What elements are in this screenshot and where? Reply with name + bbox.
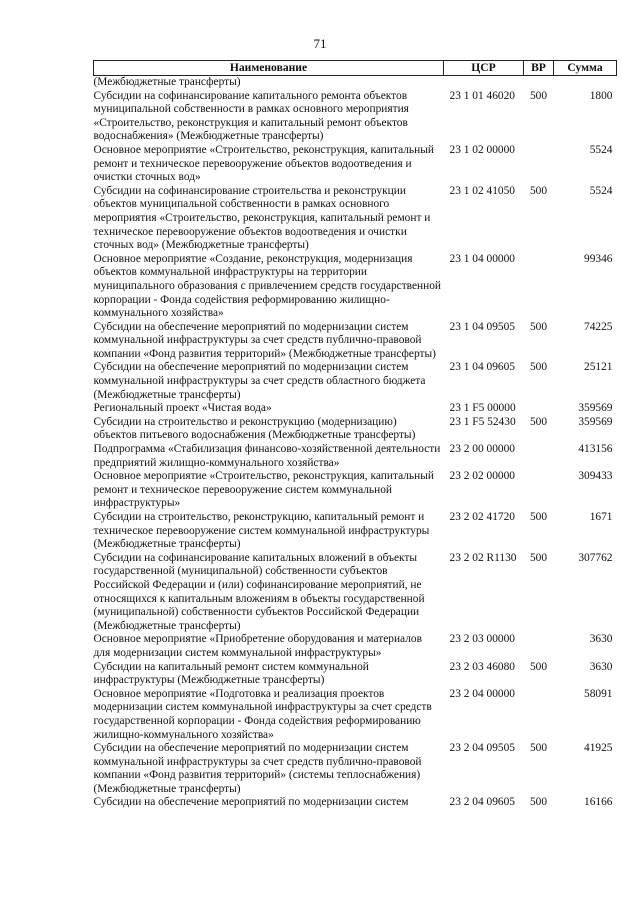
cell-vr: 500 bbox=[529, 511, 548, 523]
table-row bbox=[94, 361, 617, 402]
cell-sum: 1671 bbox=[589, 511, 613, 523]
cell-sum: 99346 bbox=[584, 252, 613, 265]
cell-csr: 23 1 02 00000 bbox=[449, 143, 515, 156]
cell-name: Субсидии на софинансирование строительства и реконструкции объектов муниципальной собственности в рамках основного мероприятия «Строительство, реконструкция, капитальный ремонт и техническое перевооружение объектов водоотведения и очистки сточных вод» (Межбюджетные трансферты) bbox=[93, 184, 431, 252]
cell-name: Субсидии на софинансирование капитального ремонта объектов муниципальной собственности в рамках основного мероприятия «Строительство, реконструкция и капитальный ремонт объектов водоснабжения» (Межбюджетные трансферты) bbox=[93, 89, 409, 143]
cell-sum: 359569 bbox=[578, 415, 613, 428]
cell-csr: 23 2 04 00000 bbox=[449, 687, 515, 700]
table-row bbox=[94, 90, 617, 144]
cell-csr: 23 1 04 09605 bbox=[449, 361, 515, 374]
table-row bbox=[94, 511, 617, 552]
cell-csr: 23 1 F5 00000 bbox=[449, 402, 516, 415]
table-row bbox=[94, 185, 617, 253]
cell-name: Субсидии на строительство и реконструкцию (модернизацию) объектов питьевого водоснабжения (Межбюджетные трансферты) bbox=[93, 415, 416, 442]
cell-vr: 500 bbox=[529, 415, 548, 428]
cell-name: Субсидии на капитальный ремонт систем коммунальной инфраструктуры (Межбюджетные трансферты) bbox=[93, 660, 369, 687]
table-row bbox=[94, 321, 617, 362]
table-row bbox=[94, 470, 617, 511]
cell-vr bbox=[524, 688, 554, 742]
cell-vr bbox=[524, 402, 554, 416]
cell-csr: 23 1 F5 52430 bbox=[449, 415, 516, 428]
cell-name: Субсидии на обеспечение мероприятий по модернизации систем коммунальной инфраструктуры за счет средств публично-правовой компании «Фонд развития территорий» (Межбюджетные трансферты) bbox=[93, 320, 436, 360]
cell-sum: 58091 bbox=[584, 687, 613, 700]
table-row bbox=[94, 633, 617, 660]
header-vr: ВР bbox=[524, 61, 554, 76]
table-row bbox=[94, 144, 617, 185]
cell-csr: 23 1 01 46020 bbox=[449, 89, 515, 102]
cell-vr: 500 bbox=[529, 551, 548, 564]
header-sum: Сумма bbox=[554, 61, 617, 76]
cell-sum: 3630 bbox=[589, 633, 613, 646]
cell-name: Субсидии на обеспечение мероприятий по модернизации систем bbox=[93, 796, 409, 809]
table-row bbox=[94, 443, 617, 470]
header-csr: ЦСР bbox=[444, 61, 524, 76]
cell-vr: 500 bbox=[529, 320, 548, 333]
cell-csr bbox=[444, 76, 524, 90]
table-row bbox=[94, 402, 617, 416]
cell-sum: 5524 bbox=[589, 143, 613, 156]
cell-name: Основное мероприятие «Строительство, реконструкция, капитальный ремонт и техническое перевооружение объектов водоотведения и очистки сточных вод» bbox=[93, 143, 434, 184]
cell-name: Основное мероприятие «Подготовка и реализация проектов модернизации систем коммунальной инфраструктуры за счет средств государственной корпорации - Фонда содействия реформированию жилищно-коммунального хозяйства» bbox=[93, 687, 432, 741]
cell-vr: 500 bbox=[529, 796, 548, 809]
cell-name: (Межбюджетные трансферты) bbox=[93, 76, 241, 88]
cell-sum: 307762 bbox=[578, 551, 613, 564]
cell-csr: 23 1 02 41050 bbox=[449, 184, 515, 197]
cell-sum bbox=[554, 76, 617, 90]
cell-vr bbox=[524, 144, 554, 185]
header-name: Наименование bbox=[94, 61, 444, 76]
cell-vr: 500 bbox=[529, 660, 548, 673]
cell-csr: 23 1 04 09505 bbox=[449, 320, 515, 333]
cell-name: Субсидии на обеспечение мероприятий по модернизации систем коммунальной инфраструктуры за счет средств областного бюджета (Межбюджетные трансферты) bbox=[93, 361, 426, 401]
page-number: 71 bbox=[313, 36, 327, 51]
cell-sum: 3630 bbox=[589, 660, 613, 673]
cell-csr: 23 2 03 46080 bbox=[449, 660, 515, 673]
table-row bbox=[94, 796, 617, 810]
table-row bbox=[94, 416, 617, 443]
table-row bbox=[94, 688, 617, 742]
cell-name: Основное мероприятие «Строительство, реконструкция, капитальный ремонт и техническое перевооружение систем коммунальной инфраструктуры» bbox=[93, 470, 434, 510]
cell-sum: 309433 bbox=[578, 470, 613, 483]
cell-name: Субсидии на обеспечение мероприятий по модернизации систем коммунальной инфраструктуры за счет средств публично-правовой компании «Фонд развития территорий» (системы теплоснабжения) (Межбюджетные трансферты) bbox=[93, 742, 422, 795]
cell-sum: 359569 bbox=[578, 402, 613, 415]
cell-sum: 41925 bbox=[584, 742, 613, 755]
cell-vr: 500 bbox=[529, 361, 548, 374]
cell-vr bbox=[524, 76, 554, 90]
cell-vr: 500 bbox=[529, 184, 548, 197]
cell-vr bbox=[524, 633, 554, 660]
table-row bbox=[94, 552, 617, 634]
cell-csr: 23 2 04 09605 bbox=[449, 796, 515, 809]
cell-name: Субсидии на строительство, реконструкцию, капитальный ремонт и техническое перевооружение систем коммунальной инфраструктуры (Межбюджетные трансферты) bbox=[93, 511, 430, 551]
table-header-row bbox=[94, 61, 617, 76]
cell-csr: 23 2 02 R1130 bbox=[449, 551, 517, 564]
cell-vr: 500 bbox=[529, 742, 548, 755]
table-row bbox=[94, 742, 617, 796]
cell-csr: 23 2 02 00000 bbox=[449, 470, 515, 483]
cell-sum: 413156 bbox=[578, 443, 613, 456]
cell-csr: 23 2 00 00000 bbox=[449, 443, 515, 456]
cell-csr: 23 2 02 41720 bbox=[449, 511, 515, 523]
cell-sum: 74225 bbox=[584, 320, 613, 333]
budget-table bbox=[93, 60, 617, 810]
table-row bbox=[94, 253, 617, 321]
cell-name: Основное мероприятие «Приобретение оборудования и материалов для модернизации систем коммунальной инфраструктуры» bbox=[93, 633, 422, 659]
cell-name: Региональный проект «Чистая вода» bbox=[93, 402, 272, 415]
cell-vr bbox=[524, 470, 554, 511]
cell-csr: 23 1 04 00000 bbox=[449, 252, 515, 265]
table-row bbox=[94, 76, 617, 90]
cell-vr: 500 bbox=[529, 89, 548, 102]
cell-sum: 1800 bbox=[589, 89, 613, 102]
cell-vr bbox=[524, 443, 554, 470]
cell-sum: 16166 bbox=[584, 796, 613, 809]
cell-vr bbox=[524, 253, 554, 321]
cell-csr: 23 2 04 09505 bbox=[449, 742, 515, 755]
cell-name: Подпрограмма «Стабилизация финансово-хозяйственной деятельности предприятий жилищно-коммунального хозяйства» bbox=[93, 443, 441, 469]
cell-csr: 23 2 03 00000 bbox=[449, 633, 515, 646]
cell-sum: 5524 bbox=[589, 184, 613, 197]
table-row bbox=[94, 661, 617, 688]
table-body bbox=[94, 76, 617, 811]
cell-name: Субсидии на софинансирование капитальных вложений в объекты государственной (муниципальной) собственности субъектов Российской Федерации и (или) софинансирование мероприятий, не относящихся к капитальным вложениям в объекты государственной (муниципальной) собственности субъектов Российской Федерации (Межбюджетные трансферты) bbox=[93, 551, 425, 632]
cell-name: Основное мероприятие «Создание, реконструкция, модернизация объектов коммунальной инфраструктуры на территории муниципального образования с привлечением средств государственной корпорации - Фонда содействия реформированию жилищно-коммунального хозяйства» bbox=[93, 252, 442, 320]
cell-sum: 25121 bbox=[584, 361, 613, 374]
